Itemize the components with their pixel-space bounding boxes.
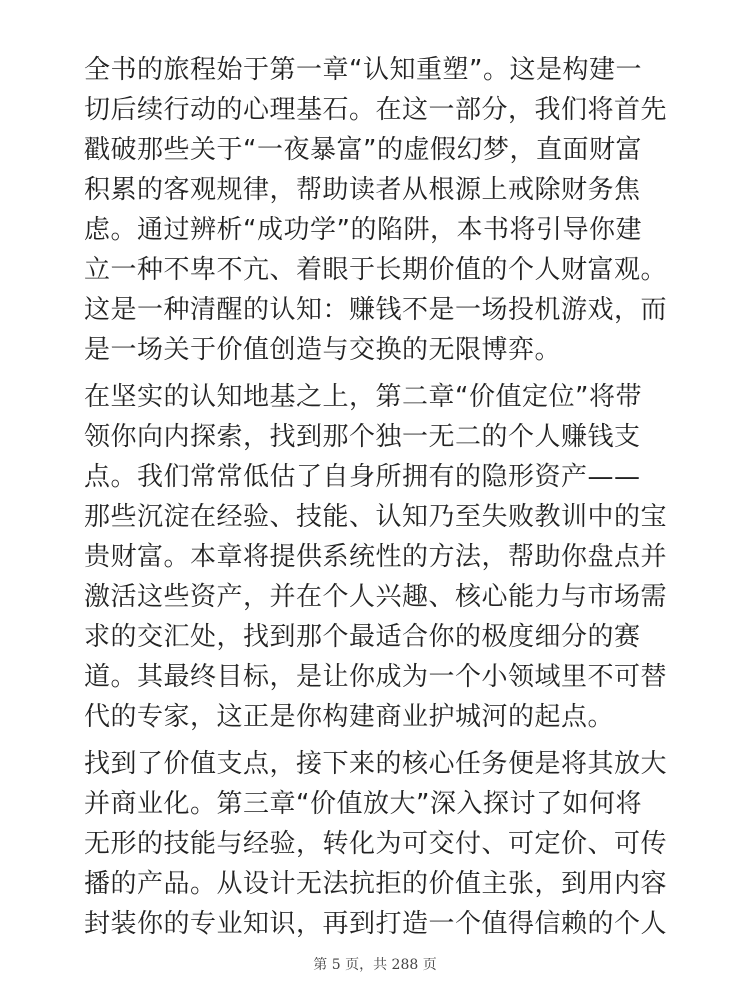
paragraph-1 bbox=[84, 50, 684, 370]
text-line: 贵财富。本章将提供系统性的方法，帮助你盘点并 bbox=[84, 542, 668, 572]
text-line: 戳破那些关于“一夜暴富”的虚假幻梦，直面财富 bbox=[84, 135, 642, 165]
page-number-footer: 第 5 页，共 288 页 bbox=[313, 957, 437, 973]
text-line: 找到了价值支点，接下来的核心任务便是将其放大 bbox=[84, 749, 668, 779]
text-line: 并商业化。第三章“价值放大”深入探讨了如何将 bbox=[84, 789, 642, 819]
text-line: 求的交汇处，找到那个最适合你的极度细分的赛 bbox=[84, 622, 641, 652]
text-line: 切后续行动的心理基石。在这一部分，我们将首先 bbox=[84, 95, 668, 125]
text-line: 无形的技能与经验，转化为可交付、可定价、可传 bbox=[84, 829, 668, 859]
text-line: 播的产品。从设计无法抗拒的价值主张，到用内容 bbox=[84, 869, 668, 899]
text-line: 激活这些资产，并在个人兴趣、核心能力与市场需 bbox=[84, 582, 668, 612]
text-line: 立一种不卑不亢、着眼于长期价值的个人财富观。 bbox=[84, 255, 668, 285]
text-line: 道。其最终目标，是让你成为一个小领域里不可替 bbox=[84, 662, 668, 692]
text-line: 点。我们常常低估了自身所拥有的隐形资产—— bbox=[84, 462, 641, 492]
text-line: 在坚实的认知地基之上，第二章“价值定位”将带 bbox=[84, 382, 642, 412]
paragraph-2 bbox=[84, 377, 684, 737]
text-line: 代的专家，这正是你构建商业护城河的起点。 bbox=[84, 702, 615, 732]
body-text bbox=[84, 50, 684, 951]
text-line: 这是一种清醒的认知：赚钱不是一场投机游戏，而 bbox=[84, 295, 668, 325]
text-line: 那些沉淀在经验、技能、认知乃至失败教训中的宝 bbox=[84, 502, 668, 532]
text-line: 积累的客观规律，帮助读者从根源上戒除财务焦 bbox=[84, 175, 641, 205]
text-line: 领你向内探索，找到那个独一无二的个人赚钱支 bbox=[84, 422, 641, 452]
text-line: 是一场关于价值创造与交换的无限博弈。 bbox=[84, 335, 562, 365]
text-line: 全书的旅程始于第一章“认知重塑”。这是构建一 bbox=[84, 55, 642, 85]
paragraph-3 bbox=[84, 744, 684, 944]
text-line: 封装你的专业知识，再到打造一个值得信赖的个人 bbox=[84, 909, 668, 939]
text-line: 虑。通过辨析“成功学”的陷阱，本书将引导你建 bbox=[84, 215, 642, 245]
